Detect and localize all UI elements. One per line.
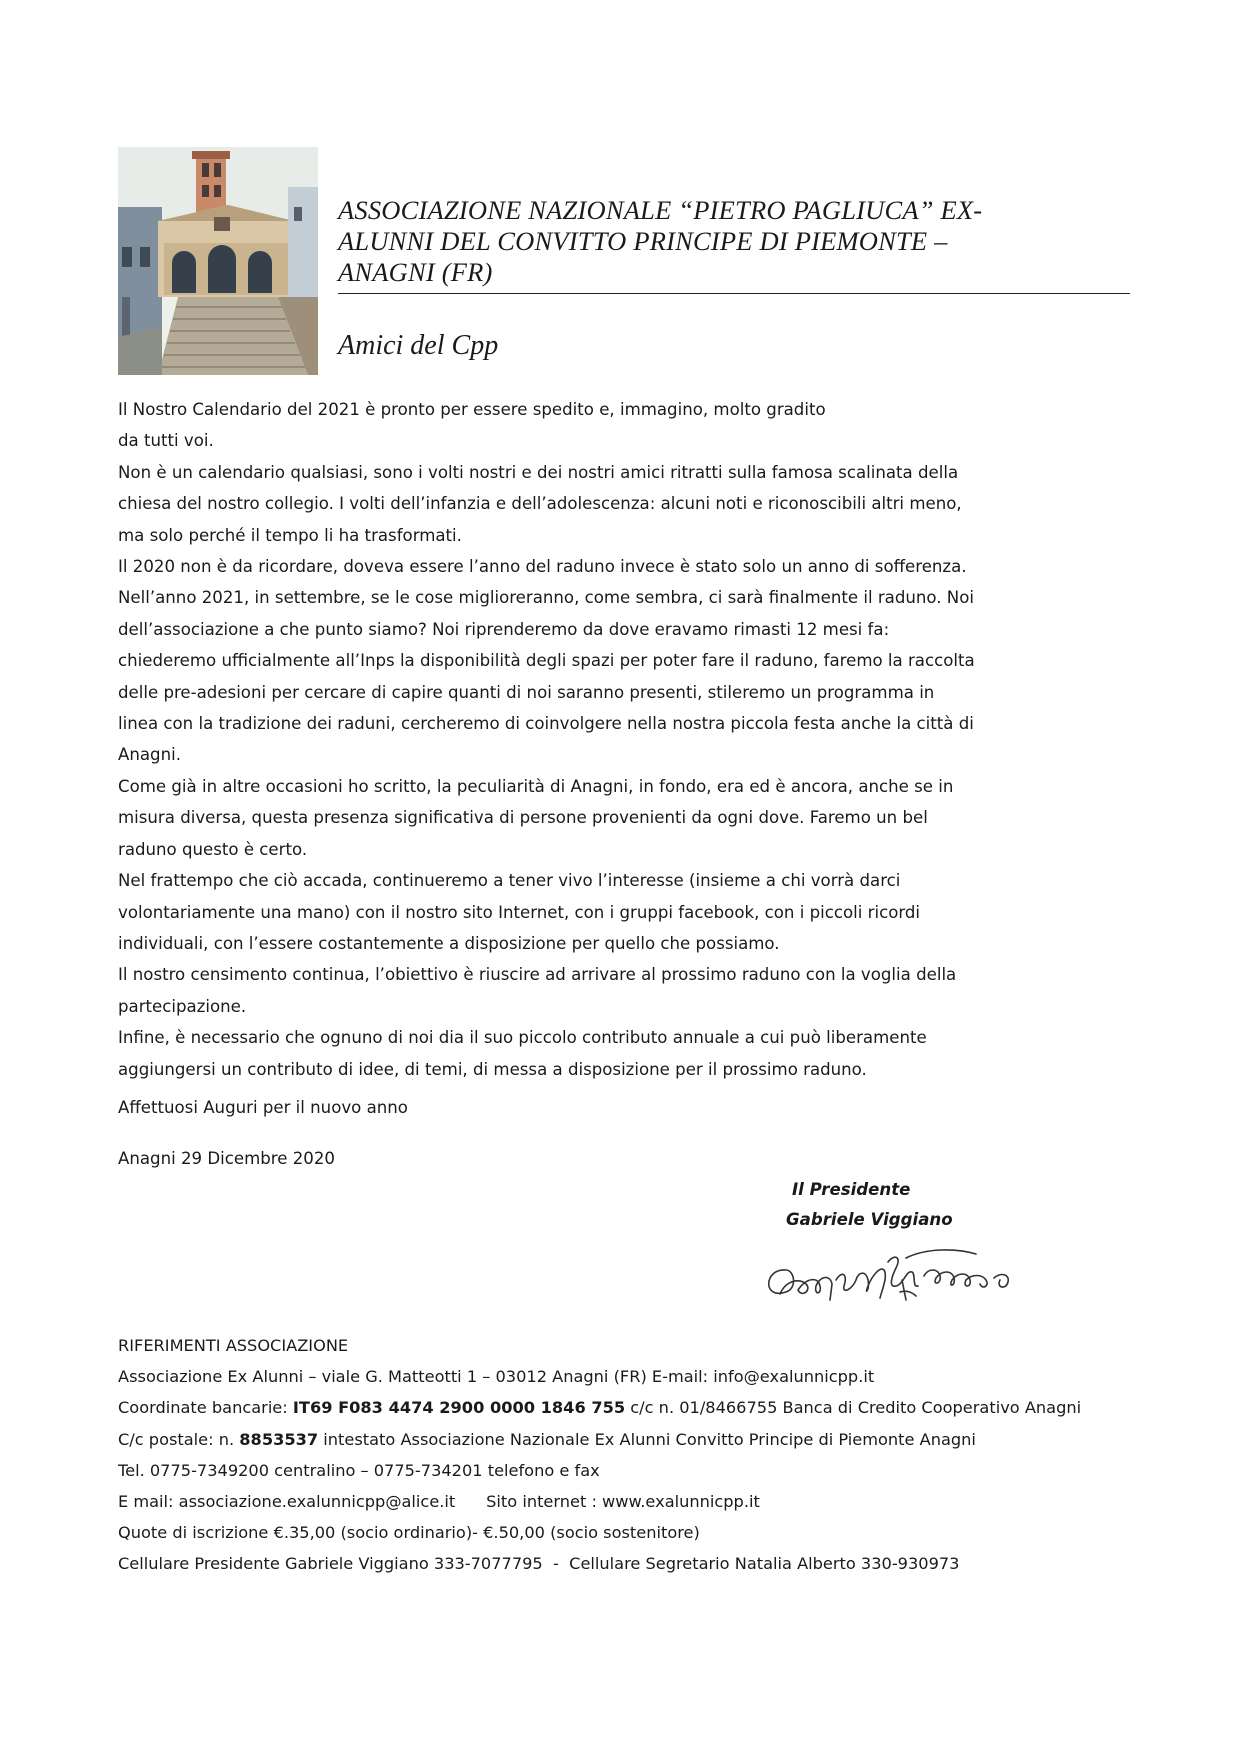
paragraph [118,1022,1138,1085]
text-line: individuali, con l’essere costantemente a disposizione per quello che possiamo. [118,933,780,953]
signatory-name: Gabriele Viggiano [786,1210,953,1229]
association-title [338,195,1128,288]
text-line: Il 2020 non è da ricordare, doveva essere l’anno del raduno invece è stato solo un anno di sofferenza. [118,557,967,577]
paragraph [118,394,1138,457]
letter-body [118,394,1138,1085]
postal-details [118,1424,1138,1455]
closing-greeting: Affettuosi Auguri per il nuovo anno [118,1098,408,1117]
text-line: Nell’anno 2021, in settembre, se le cose miglioreranno, come sembra, ci sarà finalmente il raduno. Noi [118,588,974,608]
text-line: Come già in altre occasioni ho scritto, la peculiarità di Anagni, in fondo, era ed è ancora, anche se in [118,776,954,796]
handwritten-signature-icon [756,1240,1046,1310]
text-line: aggiungersi un contributo di idee, di temi, di messa a disposizione per il prossimo raduno. [118,1059,867,1079]
postal-holder: intestato Associazione Nazionale Ex Alunni Convitto Principe di Piemonte Anagni [318,1429,976,1449]
mobile-numbers: Cellulare Presidente Gabriele Viggiano 333-7077795 - Cellulare Segretario Natalia Alberto 330-930973 [118,1554,960,1574]
letter-subtitle: Amici del Cpp [338,330,499,361]
text-line: linea con la tradizione dei raduni, cercheremo di coinvolgere nella nostra piccola festa anche la città di [118,714,974,734]
header-divider [338,293,1130,294]
text-line: Non è un calendario qualsiasi, sono i volti nostri e dei nostri amici ritratti sulla famosa scalinata della [118,462,959,482]
postal-number: 8853537 [239,1429,319,1449]
paragraph [118,959,1138,1022]
paragraph [118,551,1138,771]
text-line: Nel frattempo che ciò accada, continueremo a tener vivo l’interesse (insieme a chi vorrà darci [118,871,901,891]
letter-date: Anagni 29 Dicembre 2020 [118,1149,335,1168]
association-title-line: ASSOCIAZIONE NAZIONALE “PIETRO PAGLIUCA” EX- [338,195,983,225]
email-and-website: E mail: associazione.exalunnicpp@alice.it Sito internet : www.exalunnicpp.it [118,1492,760,1512]
bank-account: c/c n. 01/8466755 Banca di Credito Cooperativo Anagni [625,1398,1082,1418]
text-line: Il nostro censimento continua, l’obiettivo è riuscire ad arrivare al prossimo raduno con la voglia della [118,965,957,985]
signatory-role: Il Presidente [792,1180,911,1199]
text-line: ma solo perché il tempo li ha trasformati. [118,525,462,545]
association-title-line: ALUNNI DEL CONVITTO PRINCIPE DI PIEMONTE – [338,226,948,256]
postal-label: C/c postale: n. [118,1429,240,1449]
text-line: Il Nostro Calendario del 2021 è pronto per essere spedito e, immagino, molto gradito [118,400,826,419]
bank-iban: IT69 F083 4474 2900 0000 1846 755 [292,1398,626,1418]
references-heading: RIFERIMENTI ASSOCIAZIONE [118,1336,349,1355]
text-line: volontariamente una mano) con il nostro sito Internet, con i gruppi facebook, con i piccoli ricordi [118,902,921,922]
text-line: Infine, è necessario che ognuno di noi dia il suo piccolo contributo annuale a cui può liberamente [118,1028,927,1048]
text-line: Anagni. [118,745,181,765]
association-references [118,1330,1138,1580]
association-address: Associazione Ex Alunni – viale G. Matteotti 1 – 03012 Anagni (FR) E-mail: info@exalunnicpp.it [118,1367,875,1387]
membership-fees: Quote di iscrizione €.35,00 (socio ordinario)- €.50,00 (socio sostenitore) [118,1523,700,1543]
text-line: misura diversa, questa presenza significativa di persone provenienti da ogni dove. Faremo un bel [118,808,928,828]
paragraph [118,865,1138,959]
text-line: delle pre-adesioni per cercare di capire quanti di noi saranno presenti, stileremo un programma in [118,682,935,702]
paragraph [118,771,1138,865]
bank-label: Coordinate bancarie: [118,1398,293,1418]
paragraph [118,457,1138,551]
text-line: chiesa del nostro collegio. I volti dell’infanzia e dell’adolescenza: alcuni noti e riconoscibili altri meno, [118,494,962,514]
church-painting-icon [118,147,318,375]
association-title-line: ANAGNI (FR) [338,257,493,287]
text-line: chiederemo ufficialmente all’Inps la disponibilità degli spazi per poter fare il raduno, faremo la raccolta [118,651,975,671]
text-line: partecipazione. [118,996,247,1016]
bank-details [118,1392,1138,1423]
text-line: raduno questo è certo. [118,839,308,859]
text-line: dell’associazione a che punto siamo? Noi riprenderemo da dove eravamo rimasti 12 mesi fa: [118,619,890,639]
text-line: da tutti voi. [118,431,214,451]
phone-numbers: Tel. 0775-7349200 centralino – 0775-734201 telefono e fax [118,1460,600,1480]
